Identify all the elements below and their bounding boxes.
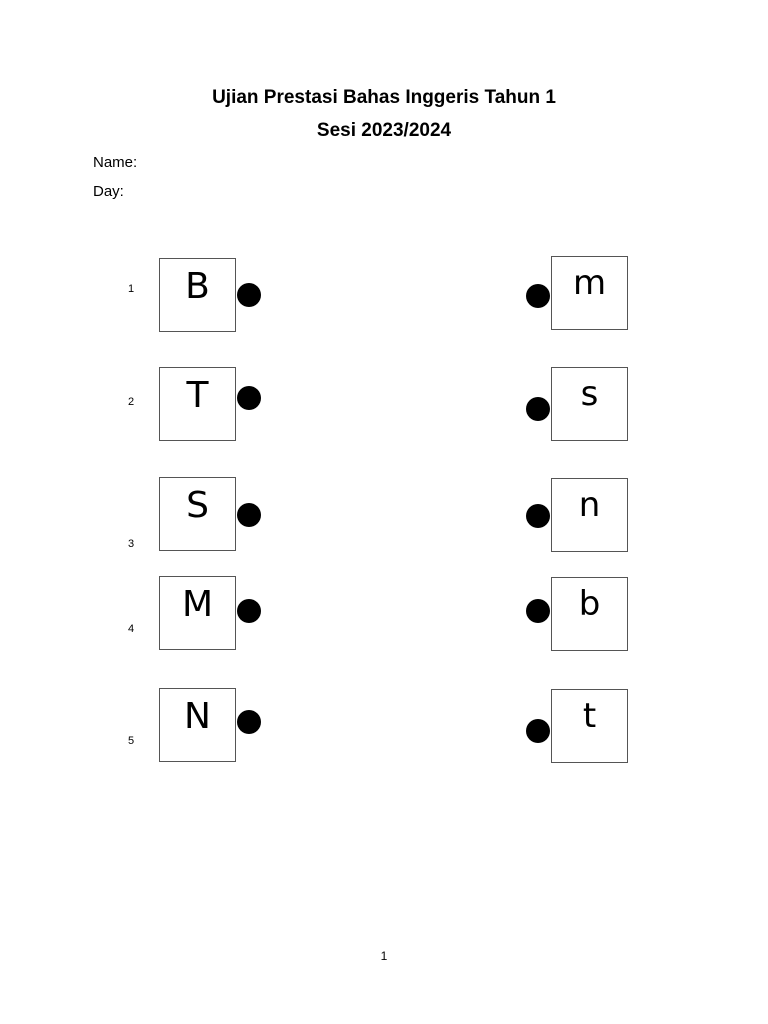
letter: t [582,696,597,736]
match-dot[interactable] [526,504,550,528]
letter: S [186,485,209,526]
match-dot[interactable] [237,710,261,734]
uppercase-letter-card [159,367,236,441]
page-number: 1 [380,949,388,963]
letter: s [580,374,599,414]
match-dot[interactable] [237,283,261,307]
item-number: 2 [128,396,135,408]
match-dot[interactable] [526,284,550,308]
lowercase-letter-card [551,689,628,763]
match-dot[interactable] [526,599,550,623]
match-dot[interactable] [526,397,550,421]
letter: M [181,584,214,625]
letter: m [572,263,607,303]
letter: B [185,266,210,307]
name-field-label: Name: [93,154,138,171]
match-dot[interactable] [526,719,550,743]
document-title: Ujian Prestasi Bahas Inggeris Tahun 1 [212,87,556,108]
lowercase-letter-card [551,478,628,552]
item-number: 3 [128,538,135,550]
lowercase-letter-card [551,577,628,651]
uppercase-letter-card [159,258,236,332]
match-dot[interactable] [237,599,261,623]
lowercase-letter-card [551,367,628,441]
uppercase-letter-card [159,576,236,650]
letter: b [578,584,601,624]
item-number: 4 [128,623,135,635]
session-title: Sesi 2023/2024 [316,120,452,141]
match-dot[interactable] [237,503,261,527]
uppercase-letter-card [159,688,236,762]
letter: T [186,375,209,416]
match-dot[interactable] [237,386,261,410]
lowercase-letter-card [551,256,628,330]
letter: n [578,485,601,525]
item-number: 5 [128,735,135,747]
letter: N [184,696,211,737]
uppercase-letter-card [159,477,236,551]
day-field-label: Day: [93,183,124,200]
item-number: 1 [128,283,135,295]
